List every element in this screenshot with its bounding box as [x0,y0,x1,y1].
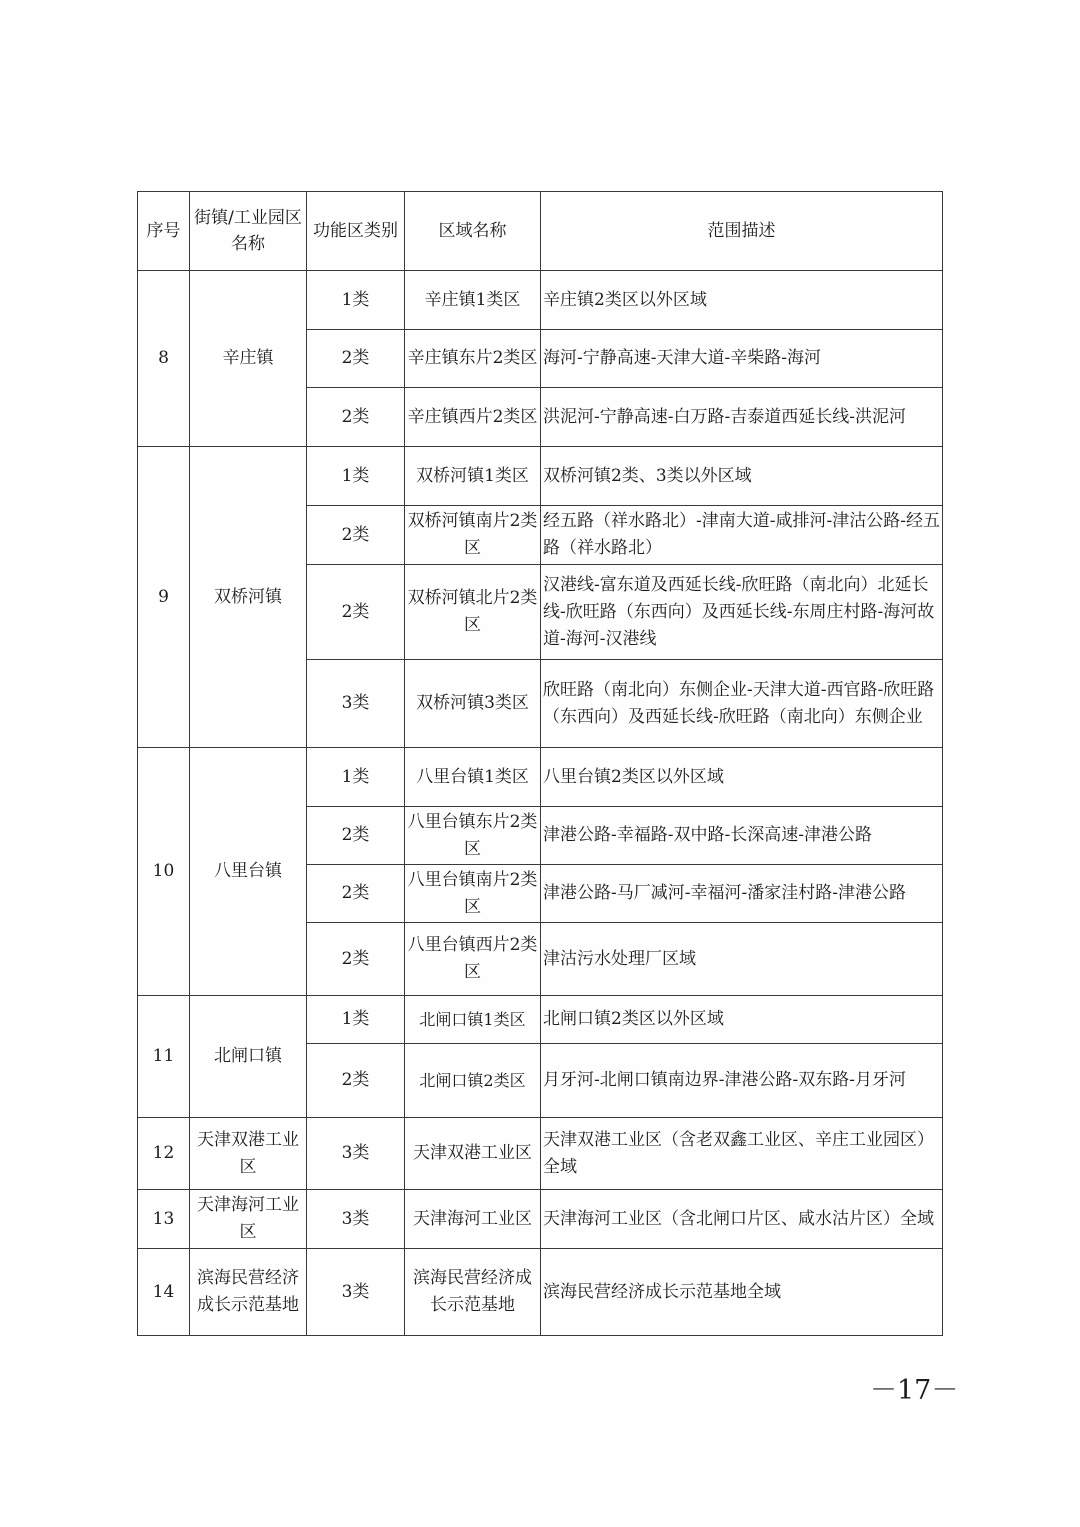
town-cell: 辛庄镇 [190,271,307,447]
page-number: －17－ [870,1375,959,1406]
town-cell: 八里台镇 [190,748,307,996]
function-zone-table [137,191,943,1336]
scope-cell: 北闸口镇2类区以外区域 [541,996,943,1044]
town-cell: 滨海民营经济成长示范基地 [190,1249,307,1336]
zone-name-cell: 双桥河镇1类区 [405,447,541,506]
zone-name-cell: 辛庄镇1类区 [405,271,541,330]
header-category: 功能区类别 [307,192,405,271]
category-cell: 1类 [307,748,405,807]
header-zone-name: 区域名称 [405,192,541,271]
header-seq: 序号 [138,192,190,271]
table-row [138,271,943,330]
table-header-row [138,192,943,271]
scope-cell: 辛庄镇2类区以外区域 [541,271,943,330]
category-cell: 2类 [307,565,405,660]
seq-cell: 10 [138,748,190,996]
scope-cell: 洪泥河-宁静高速-白万路-吉泰道西延长线-洪泥河 [541,388,943,447]
town-cell: 北闸口镇 [190,996,307,1118]
table-row [138,748,943,807]
category-cell: 2类 [307,388,405,447]
category-cell: 3类 [307,1249,405,1336]
category-cell: 2类 [307,923,405,996]
category-cell: 2类 [307,330,405,388]
scope-cell: 滨海民营经济成长示范基地全域 [541,1249,943,1336]
category-cell: 2类 [307,865,405,923]
zone-name-cell: 天津海河工业区 [405,1190,541,1249]
zone-name-cell: 北闸口镇1类区 [405,996,541,1044]
table-row [138,1190,943,1249]
zone-name-cell: 八里台镇西片2类区 [405,923,541,996]
town-cell: 天津双港工业区 [190,1118,307,1190]
seq-cell: 9 [138,447,190,748]
town-cell: 双桥河镇 [190,447,307,748]
zone-name-cell: 双桥河镇3类区 [405,660,541,748]
seq-cell: 13 [138,1190,190,1249]
seq-cell: 8 [138,271,190,447]
scope-cell: 津港公路-幸福路-双中路-长深高速-津港公路 [541,807,943,865]
category-cell: 3类 [307,1190,405,1249]
seq-cell: 12 [138,1118,190,1190]
category-cell: 3类 [307,1118,405,1190]
table-row [138,996,943,1044]
seq-cell: 14 [138,1249,190,1336]
scope-cell: 津港公路-马厂减河-幸福河-潘家洼村路-津港公路 [541,865,943,923]
zone-name-cell: 天津双港工业区 [405,1118,541,1190]
category-cell: 2类 [307,506,405,565]
scope-cell: 欣旺路（南北向）东侧企业-天津大道-西官路-欣旺路（东西向）及西延长线-欣旺路（南北向）东侧企业 [541,660,943,748]
header-town: 街镇/工业园区名称 [190,192,307,271]
category-cell: 1类 [307,447,405,506]
zone-name-cell: 八里台镇1类区 [405,748,541,807]
seq-cell: 11 [138,996,190,1118]
scope-cell: 天津双港工业区（含老双鑫工业区、辛庄工业园区）全域 [541,1118,943,1190]
zone-name-cell: 滨海民营经济成长示范基地 [405,1249,541,1336]
zone-name-cell: 八里台镇南片2类区 [405,865,541,923]
zone-name-cell: 双桥河镇北片2类区 [405,565,541,660]
scope-cell: 天津海河工业区（含北闸口片区、咸水沽片区）全域 [541,1190,943,1249]
zone-name-cell: 辛庄镇西片2类区 [405,388,541,447]
scope-cell: 海河-宁静高速-天津大道-辛柴路-海河 [541,330,943,388]
category-cell: 3类 [307,660,405,748]
scope-cell: 双桥河镇2类、3类以外区域 [541,447,943,506]
zone-name-cell: 八里台镇东片2类区 [405,807,541,865]
table-row [138,447,943,506]
scope-cell: 汉港线-富东道及西延长线-欣旺路（南北向）北延长线-欣旺路（东西向）及西延长线-东周庄村路-海河故道-海河-汉港线 [541,565,943,660]
scope-cell: 经五路（祥水路北）-津南大道-咸排河-津沽公路-经五路（祥水路北） [541,506,943,565]
town-cell: 天津海河工业区 [190,1190,307,1249]
category-cell: 2类 [307,807,405,865]
header-scope: 范围描述 [541,192,943,271]
scope-cell: 月牙河-北闸口镇南边界-津港公路-双东路-月牙河 [541,1044,943,1118]
category-cell: 1类 [307,271,405,330]
scope-cell: 八里台镇2类区以外区域 [541,748,943,807]
zone-name-cell: 北闸口镇2类区 [405,1044,541,1118]
table-row [138,1118,943,1190]
category-cell: 2类 [307,1044,405,1118]
zone-name-cell: 辛庄镇东片2类区 [405,330,541,388]
zone-name-cell: 双桥河镇南片2类区 [405,506,541,565]
table-row [138,1249,943,1336]
scope-cell: 津沽污水处理厂区域 [541,923,943,996]
category-cell: 1类 [307,996,405,1044]
